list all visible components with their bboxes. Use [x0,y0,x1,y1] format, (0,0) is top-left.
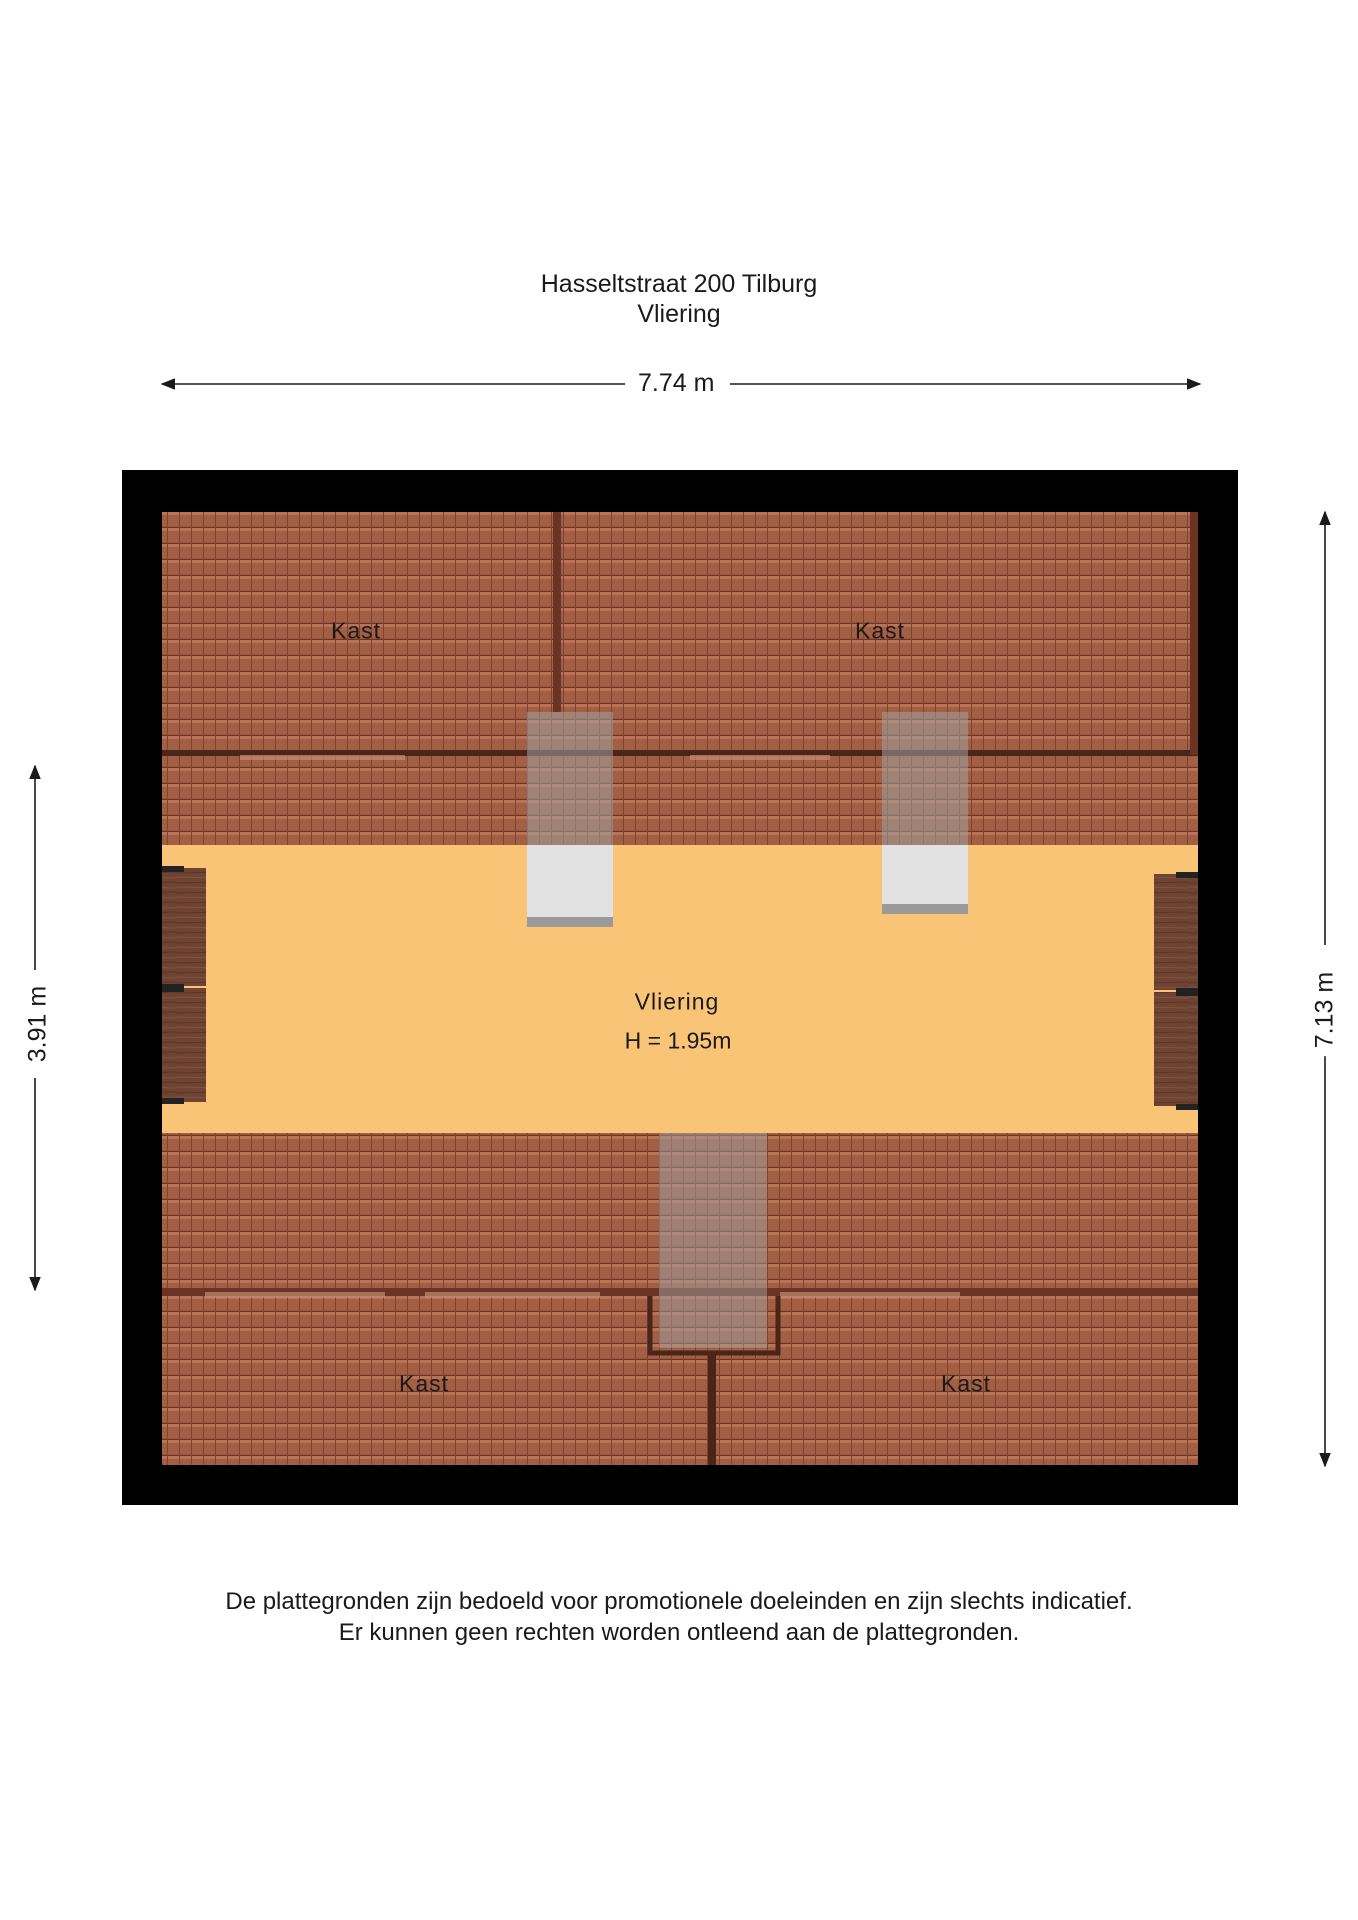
skylight-right [882,712,968,914]
room-height-label: H = 1.95m [624,1027,732,1054]
room-label-vliering: Vliering [634,988,720,1015]
disclaimer-line-2: Er kunnen geen rechten worden ontleend aan de plattegronden. [338,1619,1020,1646]
plan-title: Hasseltstraat 200 Tilburg [540,270,818,298]
room-label-kast-bottom-right: Kast [940,1370,992,1397]
skylight-bottom [659,1133,767,1348]
dimension-left-label: 3.91 m [24,978,53,1070]
room-label-kast-bottom-left: Kast [398,1370,450,1397]
disclaimer-line-1: De plattegronden zijn bedoeld voor promotionele doeleinden en zijn slechts indicatief. [225,1588,1133,1615]
cabinet-left [162,866,206,1104]
room-label-kast-top-left: Kast [330,617,382,644]
roof-top [162,512,1198,845]
dimension-right-label: 7.13 m [1311,964,1340,1056]
room-label-kast-top-right: Kast [854,617,906,644]
floor-name: Vliering [637,300,721,328]
dimension-width-label: 7.74 m [630,369,722,398]
skylight-left [527,712,613,927]
